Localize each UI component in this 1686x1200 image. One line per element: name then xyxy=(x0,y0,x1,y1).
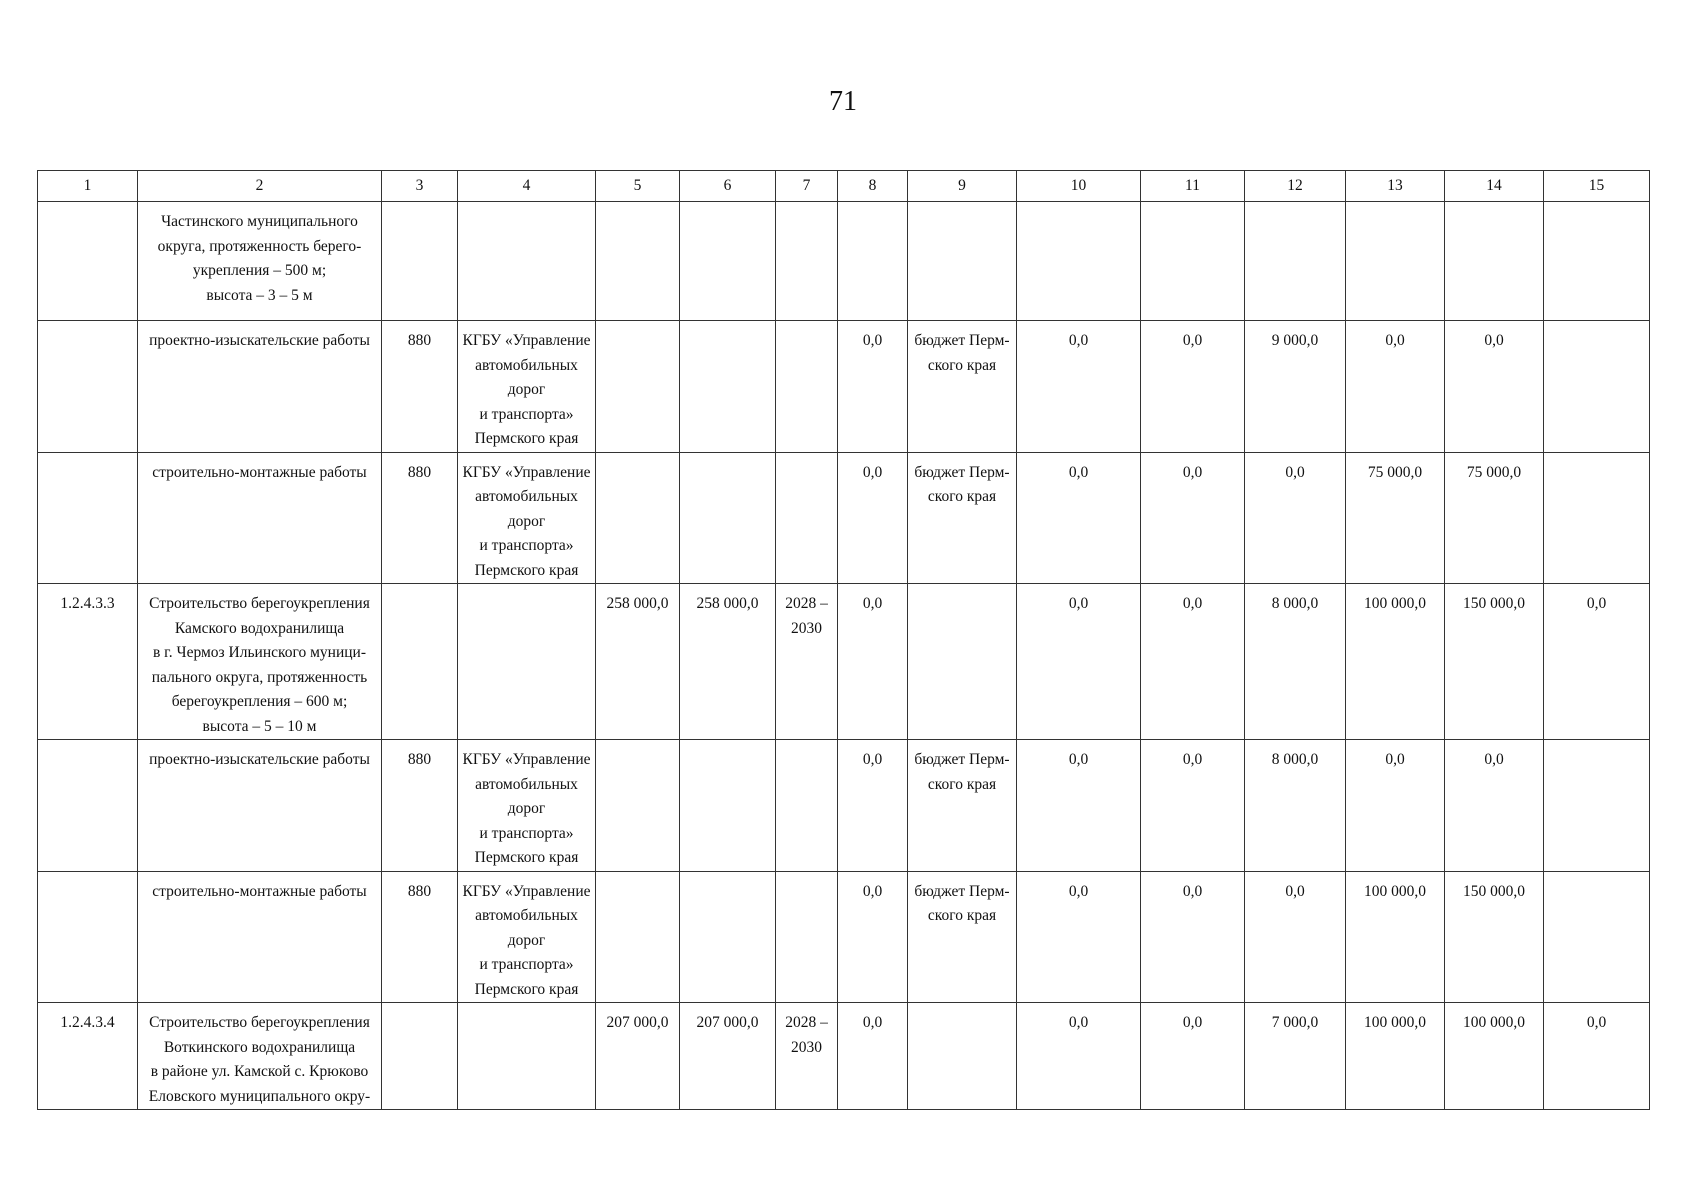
cell-line: КГБУ «Управление xyxy=(462,332,591,349)
cell-line: и транспорта» xyxy=(479,824,574,842)
cell-line: Еловского муниципального окру- xyxy=(148,1087,371,1105)
funding-source-cell xyxy=(908,321,1017,453)
executor-cell xyxy=(458,452,596,584)
cost-cell xyxy=(680,452,776,584)
amount-cell: 8 000,0 xyxy=(1245,740,1346,872)
amount-cell: 0,0 xyxy=(1017,740,1141,872)
cell-line: строительно-монтажные работы xyxy=(152,463,367,481)
cell-line: бюджет Перм- xyxy=(914,332,1010,349)
cell-line: дорог xyxy=(507,512,546,530)
cost-cell: 258 000,0 xyxy=(680,584,776,740)
code-cell xyxy=(382,1003,458,1110)
code-cell xyxy=(382,584,458,740)
amount-cell: 0,0 xyxy=(1017,871,1141,1003)
total-cost-cell xyxy=(596,202,680,321)
cell-line: 2028 – xyxy=(785,595,828,612)
funding-source-cell xyxy=(908,202,1017,321)
page-number: 71 xyxy=(829,86,857,117)
cell-line: пального округа, протяженность xyxy=(151,668,368,686)
amount-cell xyxy=(1346,202,1445,321)
column-number: 5 xyxy=(596,171,680,202)
column-number: 6 xyxy=(680,171,776,202)
amount-cell: 75 000,0 xyxy=(1445,452,1544,584)
cost-cell xyxy=(680,202,776,321)
item-number-cell xyxy=(38,871,138,1003)
amount-cell: 0,0 xyxy=(1141,584,1245,740)
item-number-cell xyxy=(38,321,138,453)
column-number: 12 xyxy=(1245,171,1346,202)
amount-cell: 0,0 xyxy=(1141,452,1245,584)
amount-cell: 0,0 xyxy=(1544,1003,1650,1110)
period-cell xyxy=(776,1003,838,1110)
amount-cell: 150 000,0 xyxy=(1445,871,1544,1003)
cell-line: бюджет Перм- xyxy=(914,463,1010,481)
cell-line: КГБУ «Управление xyxy=(462,751,591,768)
total-cost-cell xyxy=(596,740,680,872)
column-number: 9 xyxy=(908,171,1017,202)
amount-cell: 0,0 xyxy=(1017,1003,1141,1110)
amount-cell xyxy=(838,202,908,321)
cell-line: дорог xyxy=(507,800,546,817)
table-row xyxy=(38,1003,1650,1110)
cell-line: Пермского края xyxy=(474,430,579,447)
funding-source-cell xyxy=(908,871,1017,1003)
amount-cell: 0,0 xyxy=(838,452,908,584)
period-cell xyxy=(776,321,838,453)
cell-line: автомобильных xyxy=(475,356,578,374)
amount-cell: 0,0 xyxy=(1544,584,1650,740)
cell-line: дорог xyxy=(507,931,546,949)
cell-line: Строительство берегоукрепления xyxy=(149,595,370,612)
table-row xyxy=(38,321,1650,453)
cell-line: бюджет Перм- xyxy=(914,751,1010,768)
executor-cell xyxy=(458,1003,596,1110)
cost-cell xyxy=(680,321,776,453)
amount-cell: 7 000,0 xyxy=(1245,1003,1346,1110)
cell-line: 2030 xyxy=(791,1038,822,1056)
amount-cell: 100 000,0 xyxy=(1445,1003,1544,1110)
funding-source-cell xyxy=(908,740,1017,872)
column-number: 11 xyxy=(1141,171,1245,202)
cell-line: проектно-изыскательские работы xyxy=(149,332,370,349)
executor-cell xyxy=(458,584,596,740)
cost-cell: 207 000,0 xyxy=(680,1003,776,1110)
cost-cell xyxy=(680,871,776,1003)
cell-line: высота – 3 – 5 м xyxy=(206,286,313,304)
amount-cell: 100 000,0 xyxy=(1346,871,1445,1003)
period-cell xyxy=(776,452,838,584)
item-name-cell xyxy=(138,452,382,584)
cell-line: Пермского края xyxy=(474,561,579,579)
code-cell: 880 xyxy=(382,740,458,872)
total-cost-cell xyxy=(596,321,680,453)
cell-line: строительно-монтажные работы xyxy=(152,882,367,900)
cell-line: высота – 5 – 10 м xyxy=(202,717,317,735)
amount-cell: 150 000,0 xyxy=(1445,584,1544,740)
column-number: 14 xyxy=(1445,171,1544,202)
amount-cell: 0,0 xyxy=(838,1003,908,1110)
cell-line: ского края xyxy=(927,488,997,505)
column-number: 10 xyxy=(1017,171,1141,202)
item-name-cell xyxy=(138,202,382,321)
item-name-cell xyxy=(138,1003,382,1110)
amount-cell: 0,0 xyxy=(1445,321,1544,453)
cell-line: Пермского края xyxy=(474,980,579,998)
cell-line: 2028 – xyxy=(785,1014,828,1031)
amount-cell xyxy=(1544,321,1650,453)
amount-cell: 0,0 xyxy=(1346,740,1445,872)
amount-cell: 0,0 xyxy=(1017,321,1141,453)
amount-cell xyxy=(1544,871,1650,1003)
amount-cell: 0,0 xyxy=(1245,871,1346,1003)
cell-line: КГБУ «Управление xyxy=(462,463,591,481)
amount-cell: 0,0 xyxy=(838,584,908,740)
amount-cell: 0,0 xyxy=(1141,740,1245,872)
executor-cell xyxy=(458,740,596,872)
table-row xyxy=(38,452,1650,584)
amount-cell: 0,0 xyxy=(1017,452,1141,584)
executor-cell xyxy=(458,321,596,453)
total-cost-cell xyxy=(596,452,680,584)
code-cell: 880 xyxy=(382,452,458,584)
cell-line: и транспорта» xyxy=(479,537,574,554)
amount-cell: 0,0 xyxy=(1346,321,1445,453)
amount-cell: 0,0 xyxy=(1245,452,1346,584)
cell-line: в районе ул. Камской с. Крюково xyxy=(150,1063,369,1080)
amount-cell: 0,0 xyxy=(838,740,908,872)
amount-cell: 100 000,0 xyxy=(1346,584,1445,740)
amount-cell xyxy=(1445,202,1544,321)
cell-line: укрепления – 500 м; xyxy=(192,262,327,279)
amount-cell: 0,0 xyxy=(1017,584,1141,740)
table-row xyxy=(38,202,1650,321)
total-cost-cell xyxy=(596,871,680,1003)
column-number: 2 xyxy=(138,171,382,202)
cell-line: в г. Чермоз Ильинского муници- xyxy=(152,644,367,661)
code-cell xyxy=(382,202,458,321)
funding-source-cell xyxy=(908,1003,1017,1110)
item-number-cell xyxy=(38,740,138,872)
cell-line: ского края xyxy=(927,907,997,924)
item-name-cell xyxy=(138,584,382,740)
amount-cell: 75 000,0 xyxy=(1346,452,1445,584)
amount-cell: 0,0 xyxy=(1445,740,1544,872)
total-cost-cell: 258 000,0 xyxy=(596,584,680,740)
column-number: 13 xyxy=(1346,171,1445,202)
table-row xyxy=(38,871,1650,1003)
amount-cell: 8 000,0 xyxy=(1245,584,1346,740)
column-number: 1 xyxy=(38,171,138,202)
column-number: 15 xyxy=(1544,171,1650,202)
item-number-cell: 1.2.4.3.3 xyxy=(38,584,138,740)
item-name-cell xyxy=(138,740,382,872)
item-name-cell xyxy=(138,871,382,1003)
funding-source-cell xyxy=(908,584,1017,740)
amount-cell: 0,0 xyxy=(1141,871,1245,1003)
column-number-row xyxy=(38,171,1650,202)
column-number: 7 xyxy=(776,171,838,202)
item-name-cell xyxy=(138,321,382,453)
cell-line: Камского водохранилища xyxy=(174,619,345,637)
table-row xyxy=(38,740,1650,872)
amount-cell xyxy=(1017,202,1141,321)
cell-line: проектно-изыскательские работы xyxy=(149,751,370,768)
period-cell xyxy=(776,871,838,1003)
amount-cell xyxy=(1141,202,1245,321)
executor-cell xyxy=(458,871,596,1003)
cell-line: и транспорта» xyxy=(479,956,574,973)
item-number-cell xyxy=(38,202,138,321)
cell-line: округа, протяженность берего- xyxy=(157,237,362,255)
code-cell: 880 xyxy=(382,871,458,1003)
column-number: 8 xyxy=(838,171,908,202)
amount-cell xyxy=(1544,202,1650,321)
table-row xyxy=(38,584,1650,740)
period-cell xyxy=(776,584,838,740)
cell-line: дорог xyxy=(507,381,546,398)
cell-line: ского края xyxy=(927,356,997,374)
budget-table xyxy=(37,170,1650,1110)
column-number: 4 xyxy=(458,171,596,202)
cell-line: автомобильных xyxy=(475,775,578,793)
total-cost-cell: 207 000,0 xyxy=(596,1003,680,1110)
amount-cell: 0,0 xyxy=(838,321,908,453)
amount-cell xyxy=(1544,452,1650,584)
cell-line: Воткинского водохранилища xyxy=(163,1038,356,1056)
cell-line: и транспорта» xyxy=(479,405,574,423)
cell-line: Частинского муниципального xyxy=(161,213,358,230)
cell-line: берегоукрепления – 600 м; xyxy=(171,693,348,710)
amount-cell xyxy=(1245,202,1346,321)
amount-cell: 9 000,0 xyxy=(1245,321,1346,453)
amount-cell: 0,0 xyxy=(1141,321,1245,453)
amount-cell: 100 000,0 xyxy=(1346,1003,1445,1110)
period-cell xyxy=(776,740,838,872)
amount-cell: 0,0 xyxy=(1141,1003,1245,1110)
cell-line: Пермского края xyxy=(474,849,579,866)
period-cell xyxy=(776,202,838,321)
funding-source-cell xyxy=(908,452,1017,584)
cell-line: автомобильных xyxy=(475,907,578,924)
item-number-cell xyxy=(38,452,138,584)
item-number-cell: 1.2.4.3.4 xyxy=(38,1003,138,1110)
cell-line: автомобильных xyxy=(475,488,578,505)
cell-line: 2030 xyxy=(791,619,822,637)
cost-cell xyxy=(680,740,776,872)
cell-line: КГБУ «Управление xyxy=(462,882,591,900)
amount-cell xyxy=(1544,740,1650,872)
amount-cell: 0,0 xyxy=(838,871,908,1003)
column-number: 3 xyxy=(382,171,458,202)
cell-line: Строительство берегоукрепления xyxy=(149,1014,370,1031)
cell-line: бюджет Перм- xyxy=(914,882,1010,900)
code-cell: 880 xyxy=(382,321,458,453)
cell-line: ского края xyxy=(927,775,997,793)
executor-cell xyxy=(458,202,596,321)
